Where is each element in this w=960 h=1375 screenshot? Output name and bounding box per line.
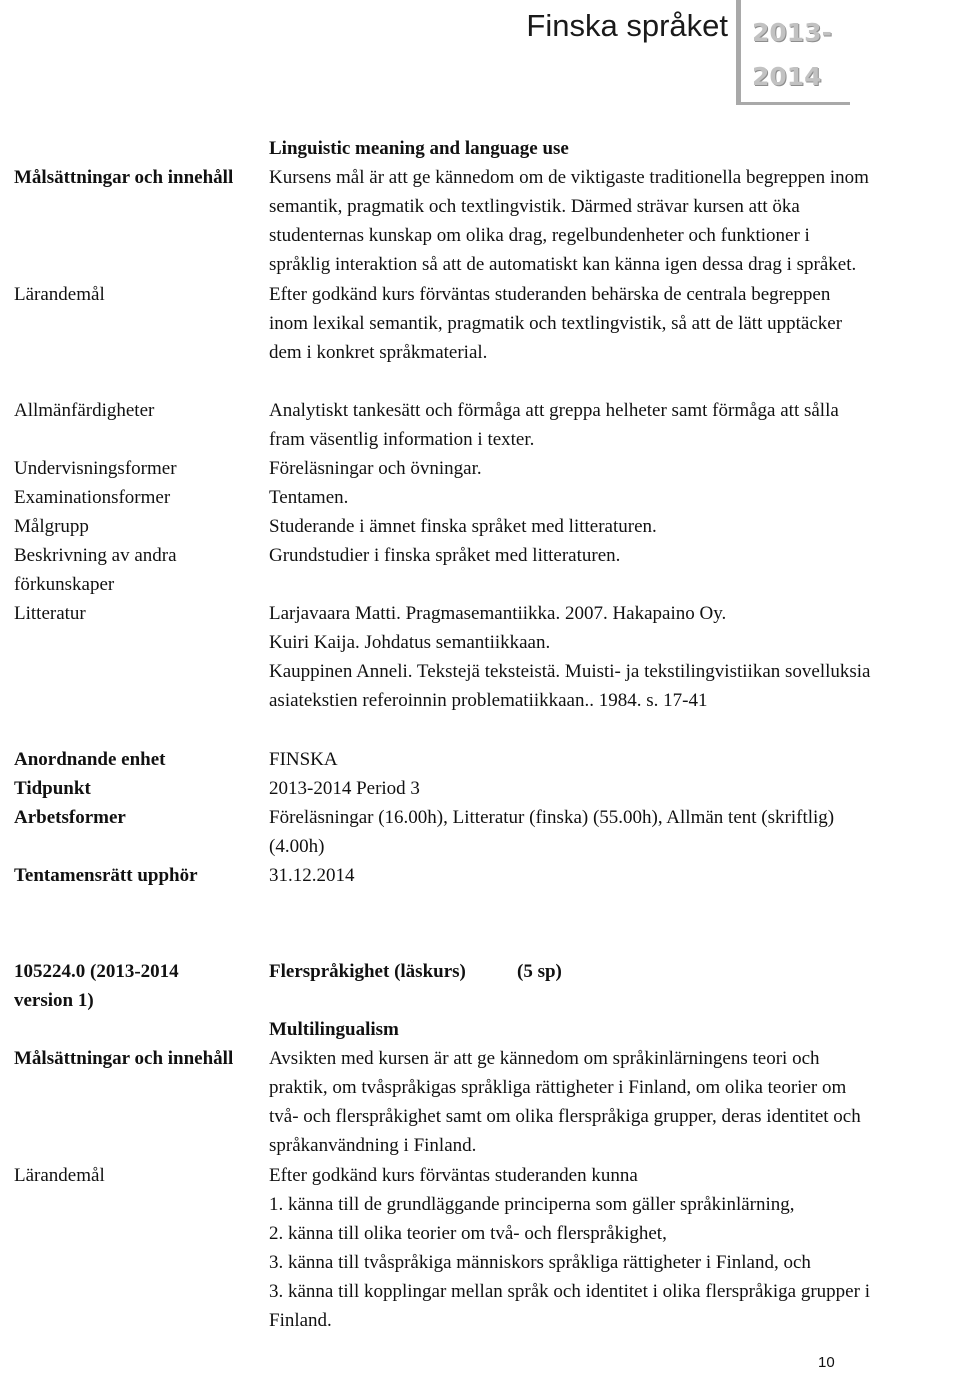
course1-outcomes-line: Efter godkänd kurs förväntas studeranden behärska de centrala begreppen xyxy=(269,284,831,305)
course2-goals-line: Avsikten med kursen är att ge kännedom om språkinlärningens teori och xyxy=(269,1048,820,1069)
course2-goals-line: språkanvändning i Finland. xyxy=(269,1135,477,1156)
header-year-end: 2014 xyxy=(752,62,822,91)
course1-literature-line: Kuiri Kaija. Johdatus semantiikkaan. xyxy=(269,632,551,653)
course1-time-label: Tidpunkt xyxy=(14,778,91,799)
course1-unit-label: Anordnande enhet xyxy=(14,749,166,770)
course1-exam-value: Tentamen. xyxy=(269,487,349,508)
course1-teaching-value: Föreläsningar och övningar. xyxy=(269,458,482,479)
course2-title: Flerspråkighet (läskurs) xyxy=(269,961,466,982)
course1-general-skills-label: Allmänfärdigheter xyxy=(14,400,155,421)
course1-prereq-value: Grundstudier i finska språket med litteraturen. xyxy=(269,545,621,566)
course1-outcomes-label: Lärandemål xyxy=(14,284,105,305)
course1-prereq-label-cont: förkunskaper xyxy=(14,574,115,595)
course1-time-value: 2013-2014 Period 3 xyxy=(269,778,420,799)
course2-outcomes-line: 2. känna till olika teorier om två- och flerspråkighet, xyxy=(269,1223,667,1244)
course2-outcomes-line: 1. känna till de grundläggande principerna som gäller språkinlärning, xyxy=(269,1194,795,1215)
course2-code: 105224.0 (2013-2014 xyxy=(14,961,179,982)
course1-literature-label: Litteratur xyxy=(14,603,86,624)
course1-goals-line: semantik, pragmatik och textlingvistik. Därmed strävar kursen att öka xyxy=(269,196,800,217)
course1-exam-right-label: Tentamensrätt upphör xyxy=(14,865,198,886)
course1-exam-right-value: 31.12.2014 xyxy=(269,865,355,886)
course1-goals-line: studenternas kunskap om olika drag, regelbundenheter och funktioner i xyxy=(269,225,810,246)
course1-outcomes-line: dem i konkret språkmaterial. xyxy=(269,342,488,363)
course1-work-line: Föreläsningar (16.00h), Litteratur (finska) (55.00h), Allmän tent (skriftlig) xyxy=(269,807,835,828)
course1-exam-label: Examinationsformer xyxy=(14,487,171,508)
course1-work-line: (4.00h) xyxy=(269,836,325,857)
course1-literature-line: asiatekstien referoinnin problematiikkaan.. 1984. s. 17-41 xyxy=(269,690,708,711)
course1-goals-label: Målsättningar och innehåll xyxy=(14,167,234,188)
course1-literature-line: Kauppinen Anneli. Tekstejä teksteistä. Muisti- ja tekstilingvistiikan sovelluksia xyxy=(269,661,871,682)
course1-outcomes-line: inom lexikal semantik, pragmatik och textlingvistik, så att de lätt upptäcker xyxy=(269,313,843,334)
course2-goals-line: två- och flerspråkighet samt om olika flerspråkiga grupper, deras identitet och xyxy=(269,1106,861,1127)
page-number: 10 xyxy=(818,1354,835,1371)
course1-work-label: Arbetsformer xyxy=(14,807,126,828)
course1-unit-value: FINSKA xyxy=(269,749,338,770)
page-header xyxy=(0,0,960,110)
course1-literature-line: Larjavaara Matti. Pragmasemantiikka. 2007. Hakapaino Oy. xyxy=(269,603,727,624)
course2-goals-line: praktik, om tvåspråkigas språkliga rättigheter i Finland, om olika teorier om xyxy=(269,1077,847,1098)
course2-outcomes-line: 3. känna till tvåspråkiga människors språkliga rättigheter i Finland, och xyxy=(269,1252,811,1273)
course2-credits: (5 sp) xyxy=(517,961,562,982)
course1-english-title: Linguistic meaning and language use xyxy=(269,138,569,159)
course2-outcomes-line: Finland. xyxy=(269,1310,332,1331)
course1-general-skills-line: fram väsentlig information i texter. xyxy=(269,429,535,450)
course2-outcomes-label: Lärandemål xyxy=(14,1165,105,1186)
course2-outcomes-line: 3. känna till kopplingar mellan språk och identitet i olika flerspråkiga grupper i xyxy=(269,1281,870,1302)
course1-goals-line: Kursens mål är att ge kännedom om de viktigaste traditionella begreppen inom xyxy=(269,167,869,188)
course1-prereq-label: Beskrivning av andra xyxy=(14,545,177,566)
course2-outcomes-line: Efter godkänd kurs förväntas studeranden kunna xyxy=(269,1165,638,1186)
course1-goals-line: språklig interaktion så att de automatiskt kan känna igen dessa drag i språket. xyxy=(269,254,857,275)
header-rule xyxy=(736,102,850,105)
header-title: Finska språket xyxy=(526,8,728,43)
course2-goals-label: Målsättningar och innehåll xyxy=(14,1048,234,1069)
header-year-start: 2013- xyxy=(752,18,832,47)
header-separator xyxy=(736,0,741,104)
course2-english-title: Multilingualism xyxy=(269,1019,399,1040)
course1-target-value: Studerande i ämnet finska språket med litteraturen. xyxy=(269,516,657,537)
course1-target-label: Målgrupp xyxy=(14,516,89,537)
course2-code-version: version 1) xyxy=(14,990,94,1011)
course1-teaching-label: Undervisningsformer xyxy=(14,458,177,479)
course1-general-skills-line: Analytiskt tankesätt och förmåga att greppa helheter samt förmåga att sålla xyxy=(269,400,839,421)
